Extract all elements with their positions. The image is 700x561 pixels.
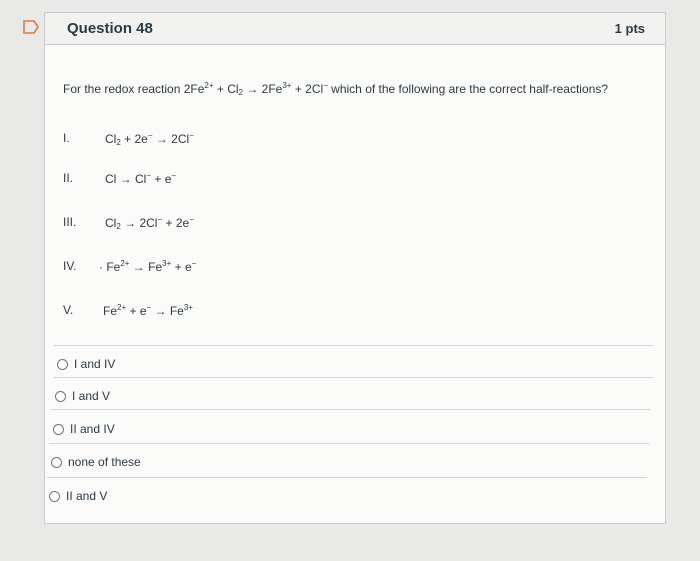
answer-label: none of these xyxy=(68,455,141,469)
answer-label: I and IV xyxy=(74,357,116,371)
answer-option-1[interactable] xyxy=(57,357,115,371)
radio-button[interactable] xyxy=(51,457,62,468)
divider xyxy=(49,443,649,444)
answer-option-4[interactable] xyxy=(51,455,141,469)
answer-option-5[interactable] xyxy=(49,489,107,503)
divider xyxy=(53,377,653,378)
question-prompt: For the redox reaction $2Fe^{2+} + Cl_2 \to 2Fe^{3+} + 2Cl^-$ which of the following are the correct half-reactions? xyxy=(63,81,608,97)
divider xyxy=(53,345,653,346)
radio-button[interactable] xyxy=(57,359,68,370)
divider xyxy=(51,409,651,410)
answer-option-2[interactable] xyxy=(55,389,110,403)
answer-label: II and V xyxy=(66,489,108,503)
radio-button[interactable] xyxy=(49,491,60,502)
question-header xyxy=(45,13,665,45)
question-points: 1 pts xyxy=(614,21,645,36)
radio-button[interactable] xyxy=(53,424,64,435)
question-card: Question 48 1 pts For the redox reaction $2Fe^{2+} + Cl_2 \to 2Fe^{3+} + 2Cl^-$ which of the following are the correct half-reactions? I. $Cl_2 + 2e^- \to 2Cl^-$ II. Cl → Cl− + e− III. $Cl_2 \to 2Cl^- + 2e^-$ IV. · $Fe^{2+} \to Fe^{3+} + e^-$ V. $Fe^{2+} + e^- \to Fe^{3+}$ I and IV I and V II and IV none of these II and V xyxy=(44,12,666,524)
radio-button[interactable] xyxy=(55,391,66,402)
bookmark-flag-icon[interactable] xyxy=(22,20,40,34)
answer-label: II and IV xyxy=(70,422,115,436)
answer-option-3[interactable] xyxy=(53,422,115,436)
answer-label: I and V xyxy=(72,389,111,403)
divider xyxy=(47,477,647,478)
question-title: Question 48 xyxy=(67,20,153,37)
